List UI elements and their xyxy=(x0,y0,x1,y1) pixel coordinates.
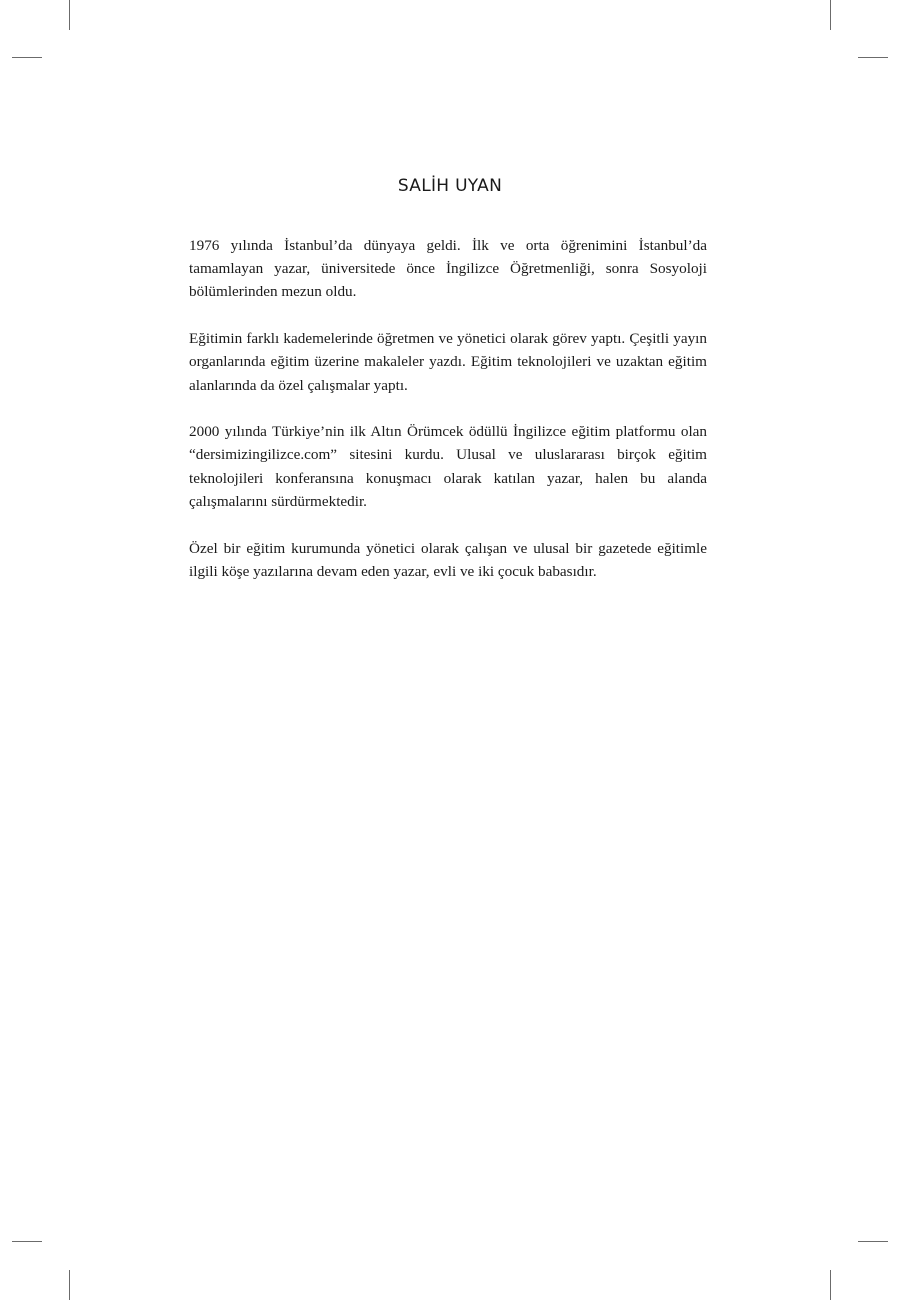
paragraph-3: 2000 yılında Türkiye’nin ilk Altın Örümcek ödüllü İngilizce eğitim platformu olan “dersimizingilizce.com” sitesini kurdu. Ulusal ve uluslararası birçok eğitim teknolojileri konferansına konuşmacı olarak katılan yazar, halen bu alanda çalışmalarını sürdürmektedir. xyxy=(189,423,707,510)
paragraph-1: 1976 yılında İstanbul’da dünyaya geldi. İlk ve orta öğrenimini İstanbul’da tamamlayan yazar, üniversitede önce İngilizce Öğretmenliği, sonra Sosyoloji bölümlerinden mezun oldu. xyxy=(189,237,707,301)
page-title: SALİH UYAN xyxy=(397,176,503,196)
crop-mark-bottom-right-vertical xyxy=(830,1270,831,1300)
crop-mark-top-left-vertical xyxy=(69,0,70,30)
crop-mark-top-right-vertical xyxy=(830,0,831,30)
paragraph-2: Eğitimin farklı kademelerinde öğretmen ve yönetici olarak görev yaptı. Çeşitli yayın organlarında eğitim üzerine makaleler yazdı. Eğitim teknolojileri ve uzaktan eğitim alanlarında da özel çalışmalar yaptı. xyxy=(189,330,707,394)
crop-mark-bottom-left-vertical xyxy=(69,1270,70,1300)
crop-mark-top-left-horizontal xyxy=(12,57,42,58)
crop-mark-bottom-left-horizontal xyxy=(12,1241,42,1242)
biography-text xyxy=(189,234,707,606)
crop-mark-bottom-right-horizontal xyxy=(858,1241,888,1242)
crop-mark-top-right-horizontal xyxy=(858,57,888,58)
paragraph-4: Özel bir eğitim kurumunda yönetici olarak çalışan ve ulusal bir gazetede eğitimle ilgili köşe yazılarına devam eden yazar, evli ve iki çocuk babasıdır. xyxy=(189,539,707,580)
